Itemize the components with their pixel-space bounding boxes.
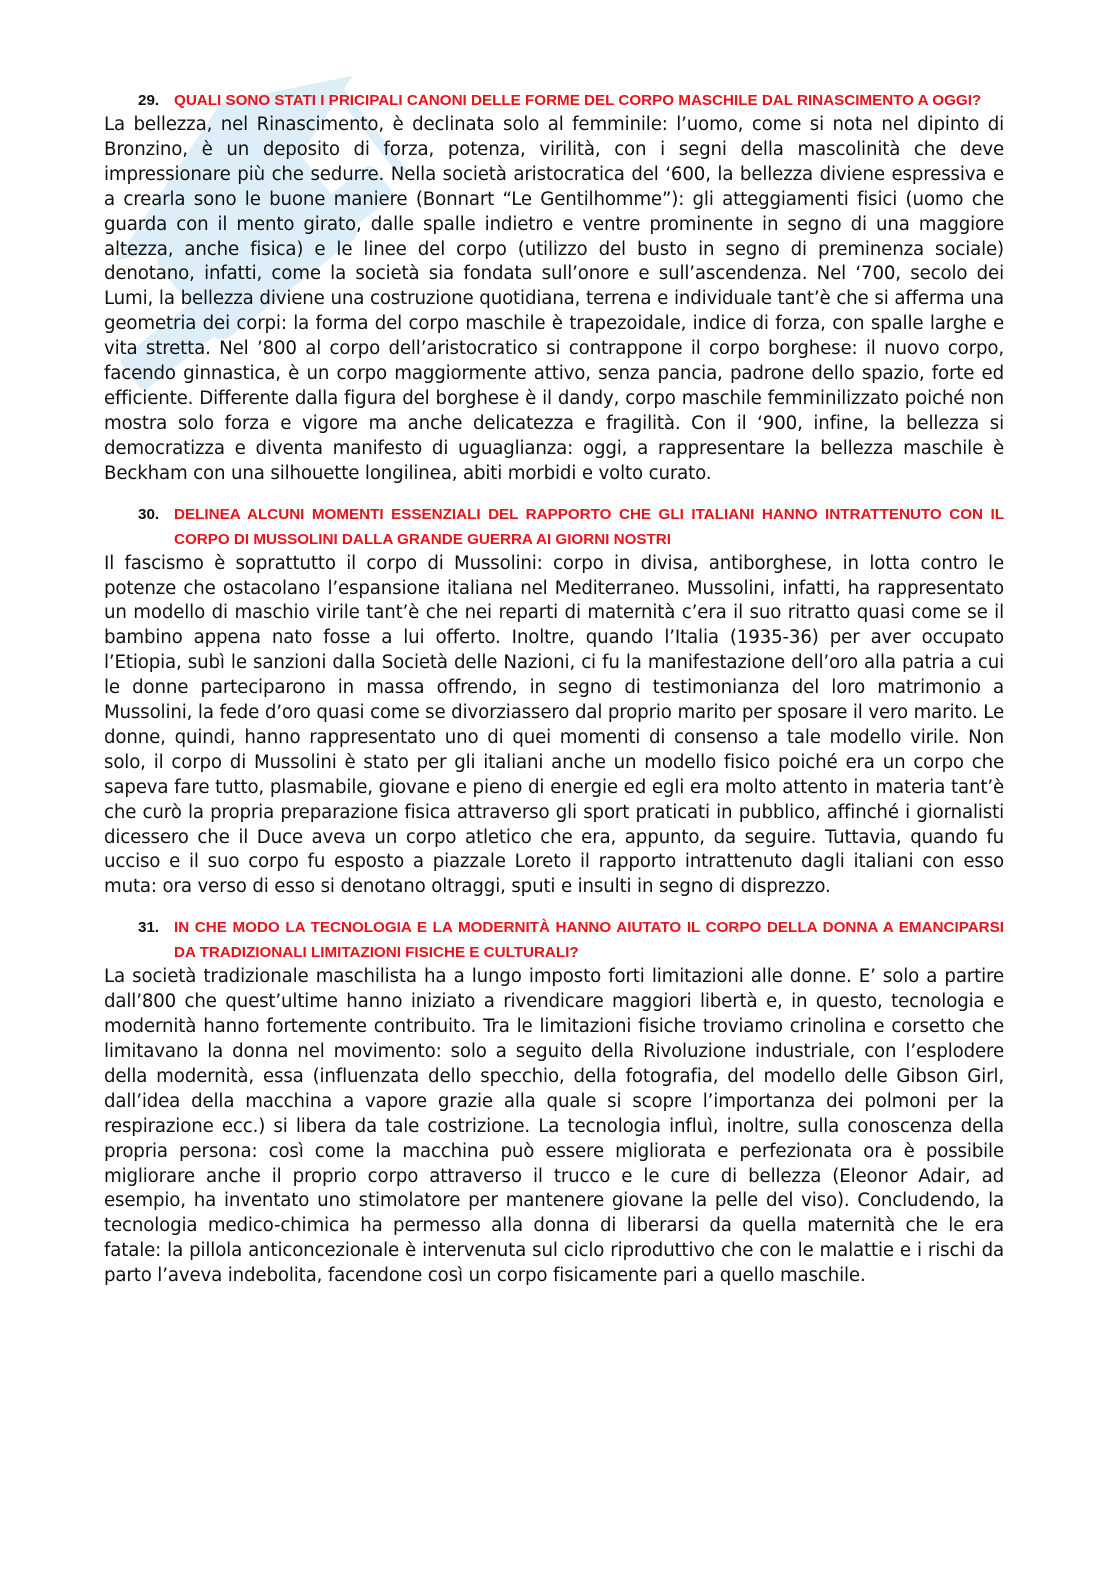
question-heading: [138, 88, 1004, 113]
document-page: [104, 88, 1004, 1304]
question-text: QUALI SONO STATI I PRICIPALI CANONI DELLE FORME DEL CORPO MASCHILE DAL RINASCIMENTO A OGGI?: [174, 92, 982, 109]
question-heading: [138, 502, 1004, 552]
section-31: [104, 915, 1004, 1289]
question-number: 30.: [138, 505, 160, 523]
question-number: 31.: [138, 919, 160, 937]
question-heading: [138, 915, 1004, 965]
section-29: [104, 88, 1004, 487]
question-text: DELINEA ALCUNI MOMENTI ESSENZIALI DEL RAPPORTO CHE GLI ITALIANI HANNO INTRATTENUTO CON IL CORPO DI MUSSOLINI DALLA GRANDE GUERRA AI GIORNI NOSTRI: [174, 505, 1004, 548]
section-30: [104, 502, 1004, 901]
answer-paragraph: La società tradizionale maschilista ha a lungo imposto forti limitazioni alle donne. E’ solo a partire dall’800 che quest’ultime hanno iniziato a rivendicare maggiori libertà e, in questo, tecnologia e modernità hanno fortemente contribuito. Tra le limitazioni fisiche troviamo crinolina e corsetto che limitavano la donna nel movimento: solo a seguito della Rivoluzione industriale, con l’esplodere della modernità, essa (influenzata dello specchio, della fotografia, del modello delle Gibson Girl, dall’idea della macchina a vapore grazie alla quale si scopre l’importanza dei polmoni per la respirazione ecc.) si libera da tale costrizione. La tecnologia influì, inoltre, sulla conoscenza della propria persona: così come la macchina può essere migliorata e perfezionata ora è possibile migliorare anche il proprio corpo attraverso il trucco e le cure di bellezza (Eleonor Adair, ad esempio, ha inventato uno stimolatore per mantenere giovane la pelle del viso). Concludendo, la tecnologia medico-chimica ha permesso alla donna di liberarsi da quella maternità che le era fatale: la pillola anticoncezionale è intervenuta sul ciclo riproduttivo che con le malattie e i rischi da parto l’aveva indebolita, facendone così un corpo fisicamente pari a quello maschile.: [104, 966, 1004, 1287]
answer-paragraph: La bellezza, nel Rinascimento, è declinata solo al femminile: l’uomo, come si nota nel dipinto di Bronzino, è un deposito di forza, potenza, virilità, con i segni della mascolinità che deve impressionare più che sedurre. Nella società aristocratica del ‘600, la bellezza diviene espressiva e a crearla sono le buone maniere (Bonnart “Le Gentilhomme”): gli atteggiamenti fisici (uomo che guarda con il mento girato, dalle spalle indietro e ventre prominente in segno di una maggiore altezza, anche fisica) e le linee del corpo (utilizzo del busto in segno di preminenza sociale) denotano, infatti, come la società sia fondata sull’onore e sull’ascendenza. Nel ‘700, secolo dei Lumi, la bellezza diviene una costruzione quotidiana, terrena e individuale tant’è che si afferma una geometria dei corpi: la forma del corpo maschile è trapezoidale, indice di forza, con spalle larghe e vita stretta. Nel ’800 al corpo dell’aristocratico si contrappone il corpo borghese: il nuovo corpo, facendo ginnastica, è un corpo maggiormente attivo, senza pancia, padrone dello spazio, forte ed efficiente. Differente dalla figura del borghese è il dandy, corpo maschile femminilizzato poiché non mostra solo forza e vigore ma anche delicatezza e fragilità. Con il ‘900, infine, la bellezza si democratizza e diventa manifesto di uguaglianza: oggi, a rappresentare la bellezza maschile è Beckham con una silhouette longilinea, abiti morbidi e volto curato.: [104, 114, 1004, 484]
question-number: 29.: [138, 92, 160, 109]
answer-paragraph: Il fascismo è soprattutto il corpo di Mussolini: corpo in divisa, antiborghese, in lotta contro le potenze che ostacolano l’espansione italiana nel Mediterraneo. Mussolini, infatti, ha rappresentato un modello di maschio virile tant’è che nei reparti di maternità c’era il suo ritratto quasi come se il bambino appena nato fosse a lui offerto. Inoltre, quando l’Italia (1935-36) per aver occupato l’Etiopia, subì le sanzioni dalla Società delle Nazioni, ci fu la manifestazione dell’oro alla patria a cui le donne parteciparono in massa offrendo, in segno di testimonianza del loro matrimonio a Mussolini, la fede d’oro quasi come se divorziassero dal proprio marito per sposare il vero marito. Le donne, quindi, hanno rappresentato uno di quei momenti di consenso a tale modello virile. Non solo, il corpo di Mussolini è stato per gli italiani anche un modello fisico poiché era un corpo che sapeva fare tutto, plasmabile, giovane e pieno di energie ed egli era molto attento in materia tant’è che curò la propria preparazione fisica attraverso gli sport praticati in pubblico, affinché i giornalisti dicessero che il Duce aveva un corpo atletico che era, appunto, da seguire. Tuttavia, quando fu ucciso e il suo corpo fu esposto a piazzale Loreto il rapporto intrattenuto dagli italiani con esso muta: ora verso di esso si denotano oltraggi, sputi e insulti in segno di disprezzo.: [104, 552, 1004, 898]
question-text: IN CHE MODO LA TECNOLOGIA E LA MODERNITÀ HANNO AIUTATO IL CORPO DELLA DONNA A EMANCIPARSI DA TRADIZIONALI LIMITAZIONI FISICHE E CULTURALI?: [174, 919, 1004, 962]
